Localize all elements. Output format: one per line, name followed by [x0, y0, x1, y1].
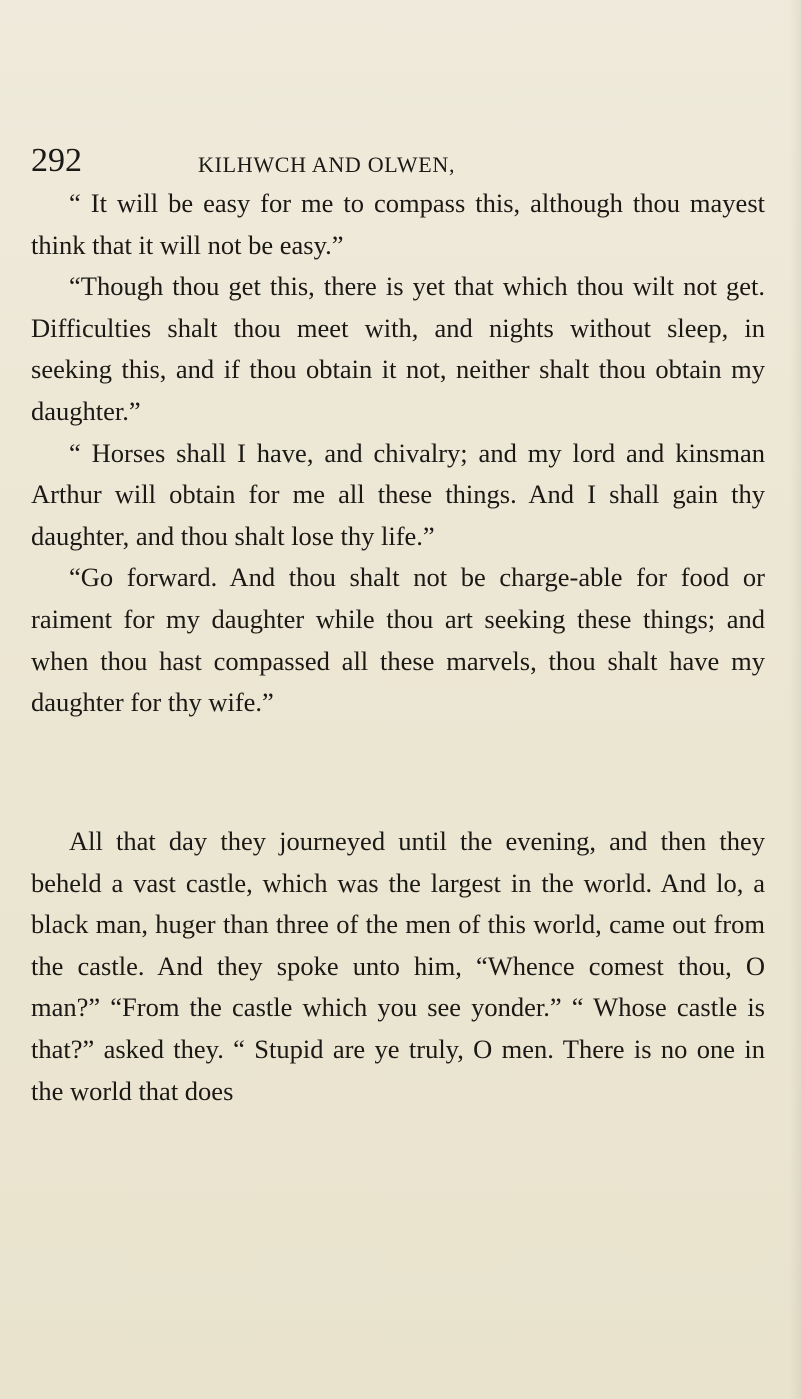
- paragraph: “ Horses shall I have, and chivalry; and my lord and kinsman Arthur will obtain for me all these things. And I shall gain thy daughter, and thou shalt lose thy life.”: [31, 437, 765, 551]
- narrative-section: [31, 821, 765, 1112]
- page-number: 292: [31, 142, 82, 179]
- paragraph: “Though thou get this, there is yet that which thou wilt not get. Difficulties shalt thou meet with, and nights without sleep, in seeking this, and if thou obtain it not, neither shalt thou obtain my daughter.”: [31, 271, 765, 426]
- paragraph: All that day they journeyed until the evening, and then they beheld a vast castle, which was the largest in the world. And lo, a black man, huger than three of the men of this world, came out from the castle. And they spoke unto him, “Whence comest thou, O man?” “From the castle which you see yonder.” “ Whose castle is that?” asked they. “ Stupid are ye truly, O men. There is no one in the world that does: [31, 826, 765, 1106]
- dialogue-section: [31, 183, 765, 724]
- page-edge-shadow: [789, 0, 801, 1399]
- paragraph: “ It will be easy for me to compass this, although thou mayest think that it will not be easy.”: [31, 188, 765, 260]
- paragraph: “Go forward. And thou shalt not be charge-able for food or raiment for my daughter while thou art seeking these things; and when thou hast compassed all these marvels, thou shalt have my daughter for thy wife.”: [31, 562, 765, 718]
- running-head: KILHWCH AND OLWEN,: [198, 152, 456, 177]
